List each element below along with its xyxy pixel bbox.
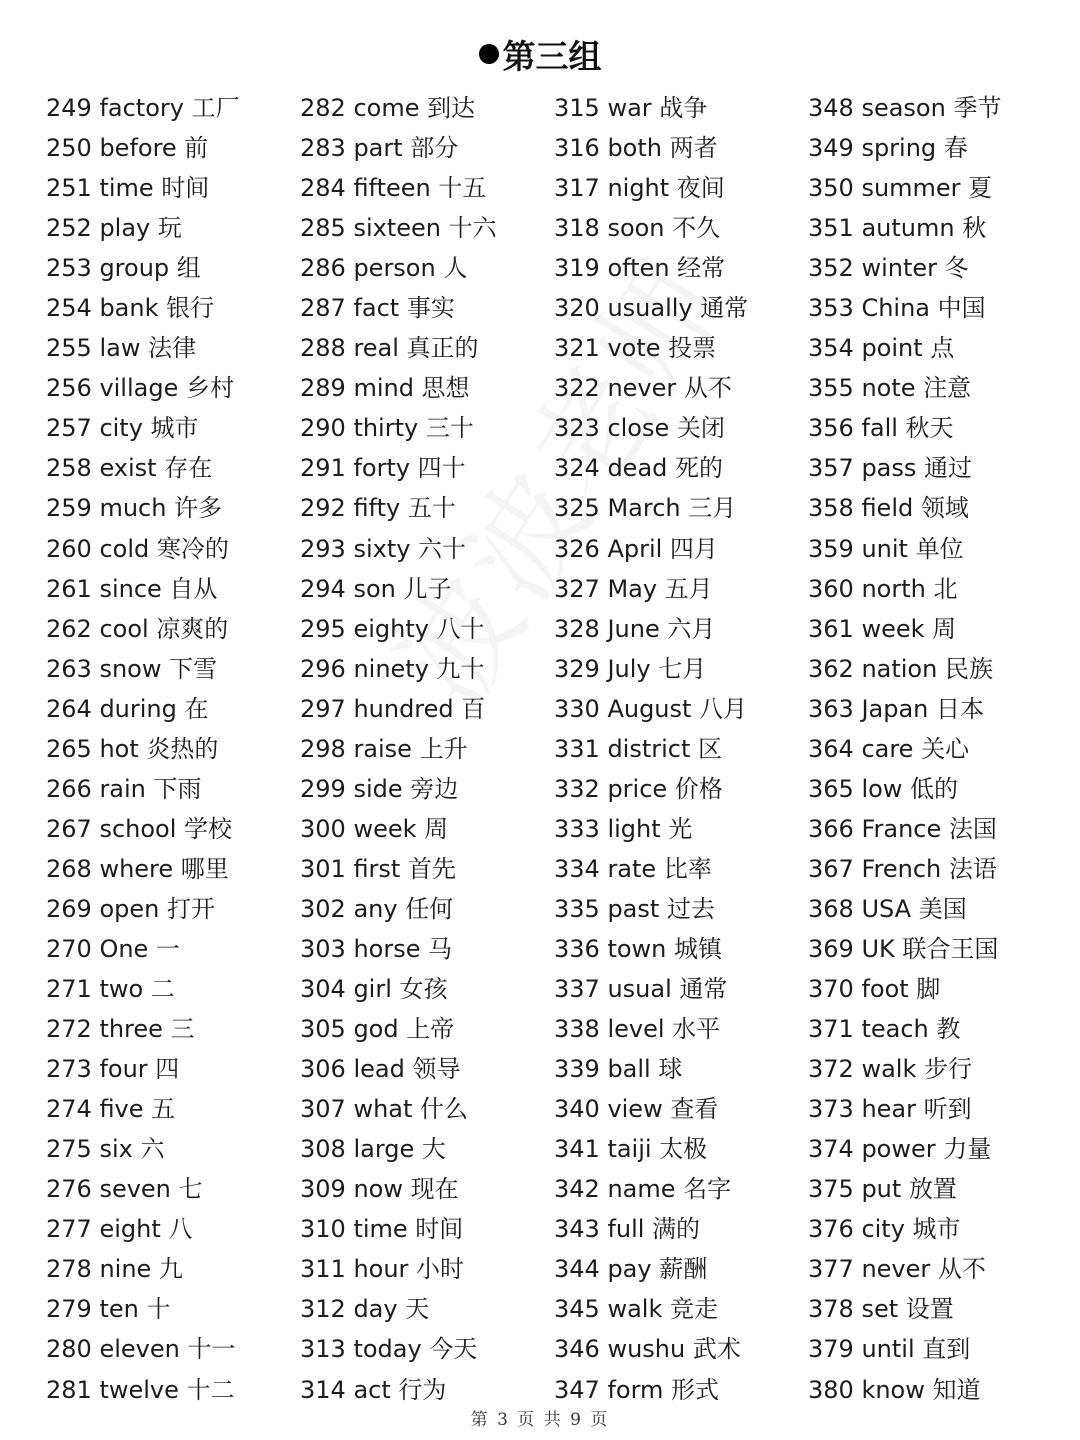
vocabulary-entry: 263 snow 下雪 xyxy=(46,654,218,683)
vocabulary-entry: 311 hour 小时 xyxy=(300,1255,465,1284)
vocabulary-entry: 330 August 八月 xyxy=(554,694,748,723)
vocabulary-entry: 362 nation 民族 xyxy=(808,654,993,683)
vocabulary-entry: 371 teach 教 xyxy=(808,1015,961,1044)
vocabulary-entry: 251 time 时间 xyxy=(46,174,210,203)
vocabulary-entry: 336 town 城镇 xyxy=(554,934,722,963)
vocabulary-entry: 293 sixty 六十 xyxy=(300,534,467,563)
vocabulary-entry: 343 full 满的 xyxy=(554,1215,701,1244)
vocabulary-entry: 253 group 组 xyxy=(46,254,201,283)
vocabulary-entry: 254 bank 银行 xyxy=(46,294,215,323)
page-footer: 第 3 页 共 9 页 xyxy=(470,1410,610,1430)
vocabulary-entry: 255 law 法律 xyxy=(46,334,197,363)
vocabulary-entry: 301 first 首先 xyxy=(300,854,456,883)
vocabulary-entry: 331 district 区 xyxy=(554,734,723,763)
vocabulary-column-4 xyxy=(808,88,1058,1410)
vocabulary-entry: 260 cold 寒冷的 xyxy=(46,534,229,563)
vocabulary-entry: 339 ball 球 xyxy=(554,1055,683,1084)
vocabulary-entry: 322 never 从不 xyxy=(554,374,732,403)
vocabulary-entry: 333 light 光 xyxy=(554,814,693,843)
vocabulary-entry: 378 set 设置 xyxy=(808,1295,954,1324)
vocabulary-entry: 335 past 过去 xyxy=(554,894,715,923)
page-title-text: 第三组 xyxy=(502,37,602,76)
vocabulary-entry: 280 eleven 十一 xyxy=(46,1335,236,1364)
vocabulary-entry: 297 hundred 百 xyxy=(300,694,486,723)
vocabulary-column-1 xyxy=(46,88,296,1410)
vocabulary-entry: 291 forty 四十 xyxy=(300,454,466,483)
vocabulary-entry: 370 foot 脚 xyxy=(808,975,941,1004)
vocabulary-entry: 274 five 五 xyxy=(46,1095,176,1124)
vocabulary-entry: 350 summer 夏 xyxy=(808,174,993,203)
vocabulary-entry: 363 Japan 日本 xyxy=(808,694,985,723)
vocabulary-entry: 285 sixteen 十六 xyxy=(300,214,497,243)
vocabulary-entry: 295 eighty 八十 xyxy=(300,614,485,643)
vocabulary-entry: 352 winter 冬 xyxy=(808,254,969,283)
vocabulary-entry: 319 often 经常 xyxy=(554,254,726,283)
vocabulary-entry: 288 real 真正的 xyxy=(300,334,479,363)
vocabulary-entry: 279 ten 十 xyxy=(46,1295,171,1324)
vocabulary-entry: 355 note 注意 xyxy=(808,374,972,403)
vocabulary-entry: 313 today 今天 xyxy=(300,1335,478,1364)
vocabulary-entry: 356 fall 秋天 xyxy=(808,414,954,443)
vocabulary-entry: 257 city 城市 xyxy=(46,414,199,443)
vocabulary-entry: 294 son 儿子 xyxy=(300,574,452,603)
vocabulary-entry: 334 rate 比率 xyxy=(554,854,712,883)
vocabulary-entry: 360 north 北 xyxy=(808,574,958,603)
vocabulary-entry: 269 open 打开 xyxy=(46,894,215,923)
vocabulary-entry: 287 fact 事实 xyxy=(300,294,455,323)
vocabulary-entry: 258 exist 存在 xyxy=(46,454,213,483)
vocabulary-entry: 372 walk 步行 xyxy=(808,1055,972,1084)
vocabulary-entry: 368 USA 美国 xyxy=(808,894,967,923)
vocabulary-entry: 302 any 任何 xyxy=(300,894,454,923)
vocabulary-entry: 321 vote 投票 xyxy=(554,334,717,363)
vocabulary-entry: 377 never 从不 xyxy=(808,1255,986,1284)
vocabulary-entry: 376 city 城市 xyxy=(808,1215,961,1244)
vocabulary-entry: 271 two 二 xyxy=(46,975,175,1004)
vocabulary-entry: 379 until 直到 xyxy=(808,1335,971,1364)
vocabulary-entry: 304 girl 女孩 xyxy=(300,975,448,1004)
vocabulary-entry: 310 time 时间 xyxy=(300,1215,464,1244)
vocabulary-entry: 261 since 自从 xyxy=(46,574,218,603)
vocabulary-entry: 281 twelve 十二 xyxy=(46,1375,235,1404)
vocabulary-entry: 369 UK 联合王国 xyxy=(808,934,999,963)
vocabulary-entry: 317 night 夜间 xyxy=(554,174,725,203)
vocabulary-entry: 298 raise 上升 xyxy=(300,734,468,763)
vocabulary-entry: 347 form 形式 xyxy=(554,1375,720,1404)
vocabulary-entry: 252 play 玩 xyxy=(46,214,182,243)
vocabulary-entry: 338 level 水平 xyxy=(554,1015,721,1044)
vocabulary-entry: 277 eight 八 xyxy=(46,1215,193,1244)
vocabulary-entry: 361 week 周 xyxy=(808,614,957,643)
vocabulary-entry: 309 now 现在 xyxy=(300,1175,459,1204)
vocabulary-entry: 324 dead 死的 xyxy=(554,454,724,483)
vocabulary-entry: 312 day 天 xyxy=(300,1295,430,1324)
vocabulary-entry: 344 pay 薪酬 xyxy=(554,1255,708,1284)
vocabulary-entry: 273 four 四 xyxy=(46,1055,180,1084)
vocabulary-entry: 366 France 法国 xyxy=(808,814,997,843)
vocabulary-entry: 264 during 在 xyxy=(46,694,209,723)
vocabulary-entry: 289 mind 思想 xyxy=(300,374,470,403)
vocabulary-entry: 315 war 战争 xyxy=(554,94,708,122)
vocabulary-entry: 283 part 部分 xyxy=(300,134,459,163)
vocabulary-entry: 358 field 领域 xyxy=(808,494,969,523)
vocabulary-column-2 xyxy=(300,88,550,1410)
vocabulary-entry: 327 May 五月 xyxy=(554,574,713,603)
vocabulary-entry: 346 wushu 武术 xyxy=(554,1335,741,1364)
vocabulary-entry: 314 act 行为 xyxy=(300,1375,447,1404)
vocabulary-entry: 306 lead 领导 xyxy=(300,1055,461,1084)
vocabulary-entry: 307 what 什么 xyxy=(300,1095,469,1124)
vocabulary-entry: 357 pass 通过 xyxy=(808,454,973,483)
page-title xyxy=(0,34,1080,80)
vocabulary-entry: 348 season 季节 xyxy=(808,94,1002,122)
vocabulary-entry: 365 low 低的 xyxy=(808,774,959,803)
vocabulary-entry: 272 three 三 xyxy=(46,1015,195,1044)
vocabulary-entry: 284 fifteen 十五 xyxy=(300,174,487,203)
vocabulary-entry: 292 fifty 五十 xyxy=(300,494,456,523)
vocabulary-entry: 275 six 六 xyxy=(46,1135,165,1164)
vocabulary-entry: 278 nine 九 xyxy=(46,1255,183,1284)
vocabulary-entry: 266 rain 下雨 xyxy=(46,774,202,803)
vocabulary-entry: 290 thirty 三十 xyxy=(300,414,474,443)
vocabulary-entry: 300 week 周 xyxy=(300,814,449,843)
vocabulary-entry: 259 much 许多 xyxy=(46,494,223,523)
vocabulary-entry: 329 July 七月 xyxy=(554,654,707,683)
vocabulary-entry: 326 April 四月 xyxy=(554,534,718,563)
vocabulary-entry: 250 before 前 xyxy=(46,134,209,163)
vocabulary-column-3 xyxy=(554,88,804,1410)
vocabulary-entry: 374 power 力量 xyxy=(808,1135,992,1164)
vocabulary-entry: 328 June 六月 xyxy=(554,614,716,643)
vocabulary-entry: 268 where 哪里 xyxy=(46,854,229,883)
vocabulary-entry: 359 unit 单位 xyxy=(808,534,964,563)
vocabulary-entry: 354 point 点 xyxy=(808,334,955,363)
vocabulary-entry: 337 usual 通常 xyxy=(554,975,728,1004)
vocabulary-entry: 267 school 学校 xyxy=(46,814,233,843)
vocabulary-entry: 325 March 三月 xyxy=(554,494,737,523)
vocabulary-entry: 262 cool 凉爽的 xyxy=(46,614,229,643)
vocabulary-entry: 265 hot 炎热的 xyxy=(46,734,219,763)
vocabulary-entry: 375 put 放置 xyxy=(808,1175,957,1204)
vocabulary-entry: 316 both 两者 xyxy=(554,134,718,163)
vocabulary-entry: 345 walk 竞走 xyxy=(554,1295,718,1324)
vocabulary-entry: 286 person 人 xyxy=(300,254,468,283)
vocabulary-entry: 276 seven 七 xyxy=(46,1175,203,1204)
vocabulary-entry: 270 One 一 xyxy=(46,934,180,963)
vocabulary-entry: 340 view 查看 xyxy=(554,1095,719,1124)
vocabulary-entry: 308 large 大 xyxy=(300,1135,446,1164)
vocabulary-entry: 296 ninety 九十 xyxy=(300,654,485,683)
vocabulary-entry: 341 taiji 太极 xyxy=(554,1135,708,1164)
vocabulary-entry: 367 French 法语 xyxy=(808,854,997,883)
vocabulary-entry: 351 autumn 秋 xyxy=(808,214,987,243)
vocabulary-entry: 303 horse 马 xyxy=(300,934,453,963)
vocabulary-entry: 364 care 关心 xyxy=(808,734,970,763)
vocabulary-entry: 305 god 上帝 xyxy=(300,1015,455,1044)
vocabulary-entry: 282 come 到达 xyxy=(300,94,476,122)
vocabulary-entry: 353 China 中国 xyxy=(808,294,986,323)
vocabulary-entry: 318 soon 不久 xyxy=(554,214,721,243)
vocabulary-entry: 349 spring 春 xyxy=(808,134,968,163)
vocabulary-entry: 342 name 名字 xyxy=(554,1175,732,1204)
vocabulary-entry: 320 usually 通常 xyxy=(554,294,749,323)
vocabulary-entry: 323 close 关闭 xyxy=(554,414,725,443)
vocabulary-entry: 256 village 乡村 xyxy=(46,374,234,403)
vocabulary-entry: 373 hear 听到 xyxy=(808,1095,972,1124)
vocabulary-entry: 380 know 知道 xyxy=(808,1375,981,1404)
bullet-dot-icon xyxy=(479,44,499,64)
vocabulary-entry: 332 price 价格 xyxy=(554,774,723,803)
vocabulary-entry: 249 factory 工厂 xyxy=(46,94,240,122)
vocabulary-entry: 299 side 旁边 xyxy=(300,774,459,803)
